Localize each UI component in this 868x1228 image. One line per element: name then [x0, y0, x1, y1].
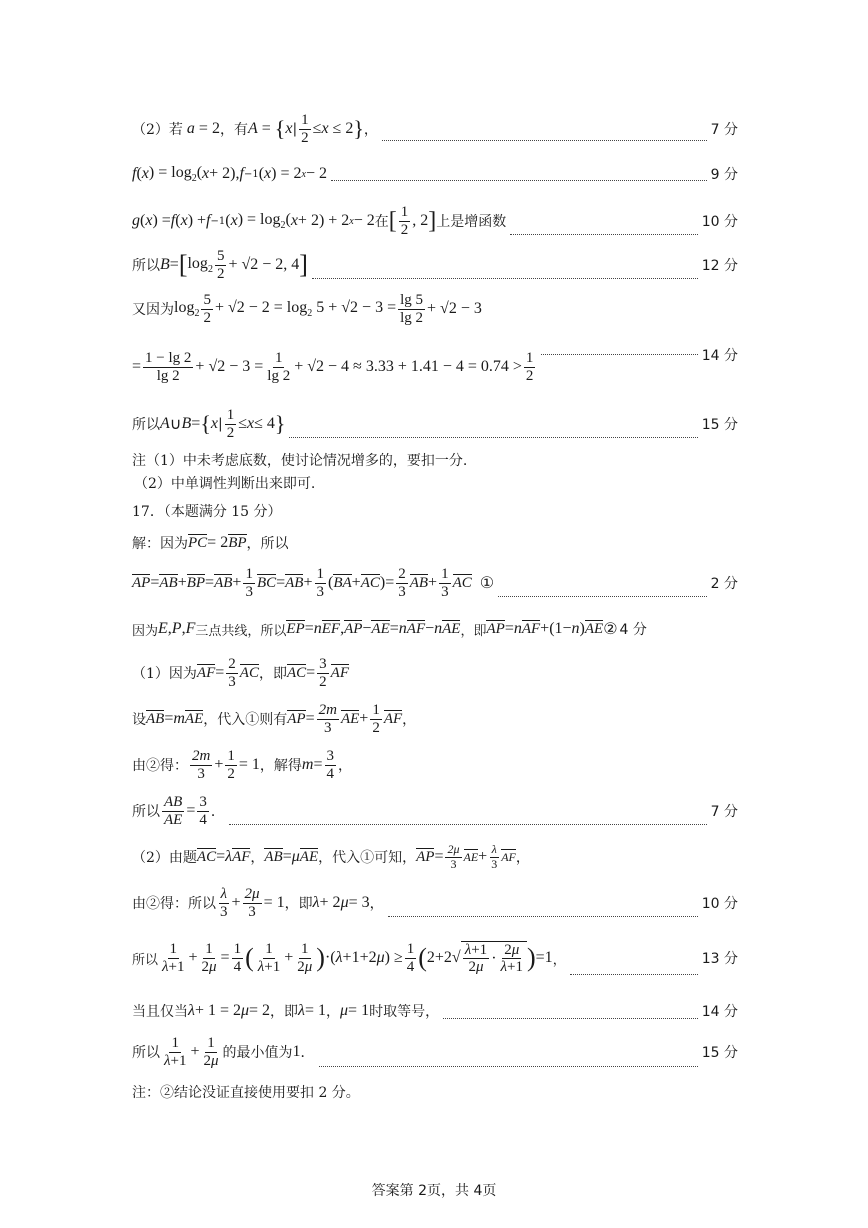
score-label: 10 分	[701, 214, 738, 230]
score-label: 13 分	[701, 951, 738, 967]
line-14-formula: （1）因为 AF = $\frac{2}{3}$ AC ，即 AC = $\frac{3}{2}$ AF	[132, 656, 349, 690]
solution-line-16	[132, 746, 738, 784]
line-19-formula: 由②得：所以 $\frac{\lambda}{3}$ + $\frac{2\mu}{3}$ = 1 ，即 λ + 2 μ = 3 ，	[132, 886, 384, 920]
solution-line-7	[132, 405, 738, 443]
line-11-formula: 解：因为 PC = 2 BP ，所以	[132, 534, 289, 552]
score-label: 7 分	[710, 122, 738, 138]
solution-line-13	[132, 616, 738, 642]
solution-line-5	[132, 290, 738, 328]
line-21-formula: 当且仅当 λ + 1 = 2 μ = 2 ，即 λ = 1 ， μ = 1 时取等号，	[132, 1002, 440, 1020]
score-label: 7 分	[710, 804, 738, 820]
dot-leader	[382, 139, 707, 141]
note-text: 注（1）中未考虑底数，使讨论情况增多的，要扣一分.	[132, 453, 468, 469]
dot-leader	[388, 915, 698, 917]
solution-line-22	[132, 1032, 738, 1072]
line-22-formula: 所以 $\frac{1}{\lambda+1}$ + $\frac{1}{2\mu}$ 的最小值为 1 ．	[132, 1035, 315, 1069]
dot-leader	[312, 277, 698, 279]
problem-heading: 17．（本题满分 15 分）	[132, 504, 282, 520]
score-label: 12 分	[701, 258, 738, 274]
line-7-formula: 所以 A ∪ B = { x | $\frac{1}{2}$ ≤ x ≤ 4 }	[132, 407, 286, 441]
solution-line-2	[132, 162, 738, 186]
score-label: 14 分	[701, 348, 738, 364]
note-text: 注：②结论没证直接使用要扣 2 分。	[132, 1085, 360, 1101]
solution-line-4	[132, 246, 738, 284]
note-line-3	[132, 1080, 738, 1104]
line-15-formula: 设 AB = m AE ，代入①则有 AP = $\frac{2m}{3}$ AE + $\frac{1}{2}$ AF ，	[132, 702, 417, 736]
line-6-formula: = $\frac{1 - \lg 2}{\lg 2}$ + √2 − 3 = $\frac{1}{\lg 2}$ + √2 − 4 ≈ 3.33 + 1.41 − 4 = 0.74 > $\frac{1}{2}$	[132, 350, 534, 384]
solution-line-15	[132, 700, 738, 738]
dot-leader	[498, 595, 707, 597]
note-text: （2）中单调性判断出来即可.	[134, 476, 316, 492]
line-2-formula: f ( x ) = $\log_2$( x + 2), f −1 ( x ) = 2 x − 2	[132, 163, 327, 185]
line-16-formula: 由②得： $\frac{2m}{3}$ + $\frac{1}{2}$ = 1 ，解得 m = $\frac{3}{4}$ ，	[132, 748, 352, 782]
dot-leader	[331, 179, 707, 181]
solution-line-11	[132, 531, 738, 555]
line-4-formula: 所以 B = [ $\log_2$ $\frac{5}{2}$ + √2 − 2, 4 ]	[132, 248, 308, 282]
solution-line-3	[132, 202, 738, 240]
problem-17-heading	[132, 500, 738, 522]
line-1-formula: （2）若 a = 2 ，有 A = { x | $\frac{1}{2}$ ≤ x ≤ 2 } ，	[132, 112, 378, 146]
solution-line-18	[132, 838, 738, 876]
dot-leader	[319, 1065, 698, 1067]
solution-line-6	[132, 345, 738, 389]
dot-leader	[541, 353, 697, 355]
solution-line-20	[132, 936, 738, 980]
score-label: 14 分	[701, 1004, 738, 1020]
solution-line-19	[132, 884, 738, 922]
score-label: 15 分	[701, 1045, 738, 1061]
dot-leader	[443, 1017, 698, 1019]
line-17-formula: 所以 $\frac{AB}{AE}$ = $\frac{3}{4}$ ．	[132, 794, 225, 828]
score-label: 9 分	[710, 167, 738, 183]
dot-leader	[510, 233, 697, 235]
line-3-formula: g ( x ) = f ( x ) + f −1 ( x ) = $\log_2$( x + 2) + 2 x − 2 在 [ $\frac{1}{2}$ , 2 ] 上是增函数	[132, 204, 507, 238]
solution-line-21	[132, 998, 738, 1024]
solution-line-12	[132, 564, 738, 602]
line-20-formula: 所以 $\frac{1}{\lambda+1}$ + $\frac{1}{2\mu}$ = $\frac{1}{4}$ ( $\frac{1}{\lambda+1}$ + $\frac{1}{2\mu}$ ) ·( λ +1+2 μ ) ≥ $\frac{1}{4}$ ( 2+2√ $\frac{\lambda+1}{2\mu}$ · $\frac{2\mu}{\lambda+1}$ ) =1 ，	[132, 941, 566, 975]
dot-leader	[289, 436, 697, 438]
line-18-formula: （2）由题 AC = λ AF ， AB = μ AE ，代入①可知， AP = $\frac{2\mu}{3}$ AE + $\frac{\lambda}{3}$ AF ，	[132, 842, 530, 871]
score-label: 2 分	[710, 576, 738, 592]
line-5-formula: 又因为 $\log_2$ $\frac{5}{2}$ + $√2 - 2 = \log_2 5 + √2 - 3$ = $\frac{\lg 5}{\lg 2}$ + √2 − 3	[132, 292, 482, 326]
dot-leader	[570, 973, 698, 975]
line-13-formula: 因为 E , P , F 三点共线，所以 EP = n EF , AP − AE = n AF − n AE ，即 AP = n AF +(1− n ) AE ②	[132, 620, 618, 639]
score-label: 10 分	[701, 896, 738, 912]
score-label: 4 分	[619, 622, 647, 638]
solution-line-14	[132, 654, 738, 692]
page-footer: 答案第 2页，共 4页	[371, 1183, 497, 1199]
note-line-2	[134, 472, 740, 494]
note-line-1	[132, 449, 738, 471]
score-label: 15 分	[701, 417, 738, 433]
dot-leader	[229, 823, 707, 825]
solution-line-1	[132, 112, 738, 146]
line-12-formula: AP = AB + BP = AB + $\frac{1}{3}$ BC = AB + $\frac{1}{3}$ ( BA + AC )= $\frac{2}{3}$ AB + $\frac{1}{3}$ AC ①	[132, 566, 495, 600]
solution-line-17	[132, 792, 738, 830]
